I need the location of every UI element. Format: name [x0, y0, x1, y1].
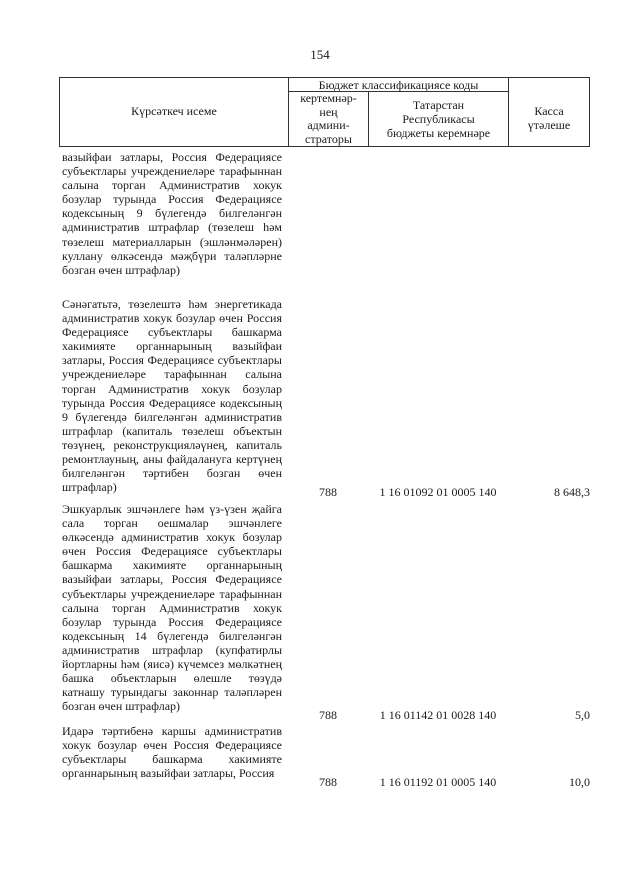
table-row-3-indicator: Эшкуарлык эшчәнлеге һәм үз-үзен җайга сала торган оешмалар эшчәнлеге өлкәсендә административ хокук бозулар өчен Россия Федерациясе субъектлары башкарма хакимияте органнарының вазыйфаи затлары, Россия Федерациясе субъектлары учреждениеләре тарафыннан салына торган Административ хокук бозулар турында Россия Федерациясе кодексының 14 бүлегендә билгеләнгән административ штрафлар (купфатирлы йортларны һәм (яисә) күчемсез мөлкәтнең башка объектларын өлешле төзүдә катнашу турындагы законнар таләпләрен бозган өчен штрафлар): [62, 502, 282, 714]
table-row-2-admin: 788: [319, 485, 337, 499]
table-row-4-code: 1 16 01192 01 0005 140: [379, 775, 497, 789]
cash-execution-column-header: Касса үтәлеше: [527, 104, 571, 132]
budget-classification-header: Бюджет классификациясе коды: [318, 78, 479, 92]
budget-revenue-column-header: Татарстан Республикасы бюджеты керемнәре: [386, 98, 491, 140]
table-row-2-amount: 8 648,3: [554, 485, 590, 499]
table-row-3-admin: 788: [319, 708, 337, 722]
page-number: 154: [310, 47, 330, 62]
table-row-4-admin: 788: [319, 775, 337, 789]
table-row-2-code: 1 16 01092 01 0005 140: [379, 485, 497, 499]
table-row-1-indicator: вазыйфаи затлары, Россия Федерациясе субъектлары учреждениеләре тарафыннан салына торган Административ хокук бозулар турында Россия Федерациясе кодексының 9 бүлегендә билгеләнгән административ штрафлар (төзелеш һәм төзелеш материалларын (эшләнмәләрен) куллану өлкәсендә мәҗбүри таләпләрне бозган өчен штрафлар): [62, 150, 282, 277]
header-bottom-border: [59, 146, 590, 147]
table-row-4-indicator: Идарә тәртибенә каршы административ хокук бозулар өчен Россия Федерациясе субъектлары башкарма хакимияте органнарының вазыйфаи затлары, Россия: [62, 724, 282, 781]
table-row-4-amount: 10,0: [569, 775, 590, 789]
admin-column-header: кертемнәр- нең админи- страторы: [300, 91, 357, 146]
table-row-2-indicator: Сәнәгатьтә, төзелештә һәм энергетикада административ хокук бозулар өчен Россия Федерациясе субъектлары башкарма хакимияте органнарының вазыйфаи затлары, Россия Федерациясе субъектлары учреждениеләре тарафыннан салына торган Административ хокук бозулар турында Россия Федерациясе кодексының 9 бүлегендә билгеләнгән административ штрафлар (капиталь төзелеш объектын төзүнең, реконструкцияләүнең, капиталь ремонтлауның, аны файдалануга кертүнең билгеләнгән тәртибен бозган өчен штрафлар): [62, 297, 282, 495]
table-row-3-code: 1 16 01142 01 0028 140: [379, 708, 497, 722]
table-row-3-amount: 5,0: [575, 708, 590, 722]
indicator-title-header: Күрсәткеч исеме: [131, 104, 217, 118]
table-right-border: [589, 77, 590, 147]
